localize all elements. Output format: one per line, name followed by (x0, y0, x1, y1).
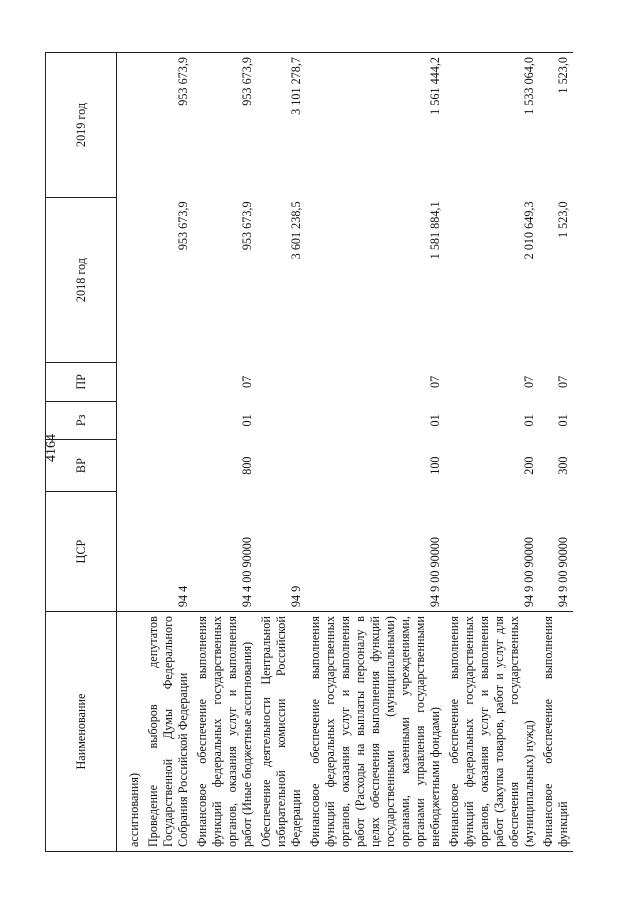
row-csr: 94 4 00 90000 (240, 537, 254, 608)
row-2019: 1 523,0 (539, 53, 573, 198)
row-name: Проведение выборов депутатов Государственной Думы Федерального Собрания Российской Федерации (144, 612, 193, 852)
row-rz: 01 (428, 414, 442, 427)
row-2018: 3 601 238,5 (289, 201, 303, 260)
spacer-row (117, 53, 126, 852)
row-2018: 953 673,9 (176, 201, 190, 251)
spacer-cell (117, 363, 126, 401)
row-pr (257, 363, 306, 401)
row-2019: 1 561 444,2 (306, 53, 445, 198)
spacer-cell (117, 197, 126, 362)
table-row (445, 53, 539, 852)
spacer-cell (117, 401, 126, 439)
row-vr (144, 440, 193, 492)
header-2018: 2018 год (46, 197, 117, 362)
table-row (125, 53, 144, 852)
spacer-cell (117, 440, 126, 492)
spacer-cell (117, 612, 126, 852)
row-csr: 94 9 (289, 585, 303, 608)
row-2019: 1 533 064,0 (445, 53, 539, 198)
row-2018: 1 581 884,1 (428, 201, 442, 260)
row-name: Финансовое обеспечение выполнения функций федеральных государственных органов, оказания услуг и выполнения работ (Иные бюджетные ассигнования) (193, 612, 257, 852)
header-vr: ВР (46, 440, 117, 492)
row-vr (125, 440, 144, 492)
row-2019 (125, 53, 144, 198)
row-csr: 94 9 00 90000 (556, 537, 570, 608)
row-pr: 07 (522, 375, 536, 388)
budget-table-container (45, 52, 605, 852)
row-name: Обеспечение деятельности Центральной избирательной комиссии Российской Федерации (257, 612, 306, 852)
row-pr: 07 (240, 375, 254, 388)
table-row (257, 53, 306, 852)
table-row (539, 53, 573, 852)
header-rz: Рз (46, 401, 117, 439)
row-rz: 01 (556, 414, 570, 427)
header-row (46, 53, 117, 852)
row-2018: 2 010 649,3 (522, 201, 536, 260)
spacer-cell (117, 492, 126, 612)
row-rz (144, 401, 193, 439)
header-name: Наименование (46, 612, 117, 852)
table-row (306, 53, 445, 852)
row-2018 (125, 197, 144, 362)
row-pr (125, 363, 144, 401)
row-csr: 94 9 00 90000 (428, 537, 442, 608)
row-name: Финансовое обеспечение выполнения функций федеральных государственных органов, оказания услуг и выполнения работ (Расходы на выплаты персоналу в целях обеспечения выполнения функций государственными (муниципальными) органами, казенными учреждениями, органами управления государственными внебюджетными фондами) (306, 612, 445, 852)
row-rz: 01 (240, 414, 254, 427)
row-vr: 100 (428, 456, 442, 475)
row-name: ассигнования) (125, 612, 144, 852)
header-pr: ПР (46, 363, 117, 401)
row-rz (257, 401, 306, 439)
row-pr: 07 (556, 375, 570, 388)
row-2019: 3 101 278,7 (257, 53, 306, 198)
page-number: 4164 (44, 434, 59, 462)
row-vr: 300 (556, 456, 570, 475)
row-rz: 01 (522, 414, 536, 427)
row-name: Финансовое обеспечение выполнения функций федеральных государственных органов, оказания услуг и выполнения работ (Закупка товаров, работ и услуг для обеспечения государственных (муниципальных) нужд) (445, 612, 539, 852)
row-pr (144, 363, 193, 401)
budget-table (45, 52, 573, 852)
spacer-cell (117, 53, 126, 198)
header-csr: ЦСР (46, 492, 117, 612)
row-csr: 94 4 (176, 585, 190, 608)
row-2019: 953 673,9 (144, 53, 193, 198)
row-rz (125, 401, 144, 439)
table-row (193, 53, 257, 852)
row-name: Финансовое обеспечение выполнения функций (539, 612, 573, 852)
row-vr: 800 (240, 456, 254, 475)
table-row (144, 53, 193, 852)
row-2018: 953 673,9 (240, 201, 254, 251)
row-csr (125, 492, 144, 612)
row-2018: 1 523,0 (556, 201, 570, 238)
row-vr: 200 (522, 456, 536, 475)
row-csr: 94 9 00 90000 (522, 537, 536, 608)
row-vr (257, 440, 306, 492)
row-2019: 953 673,9 (193, 53, 257, 198)
row-pr: 07 (428, 375, 442, 388)
header-2019: 2019 год (46, 53, 117, 198)
